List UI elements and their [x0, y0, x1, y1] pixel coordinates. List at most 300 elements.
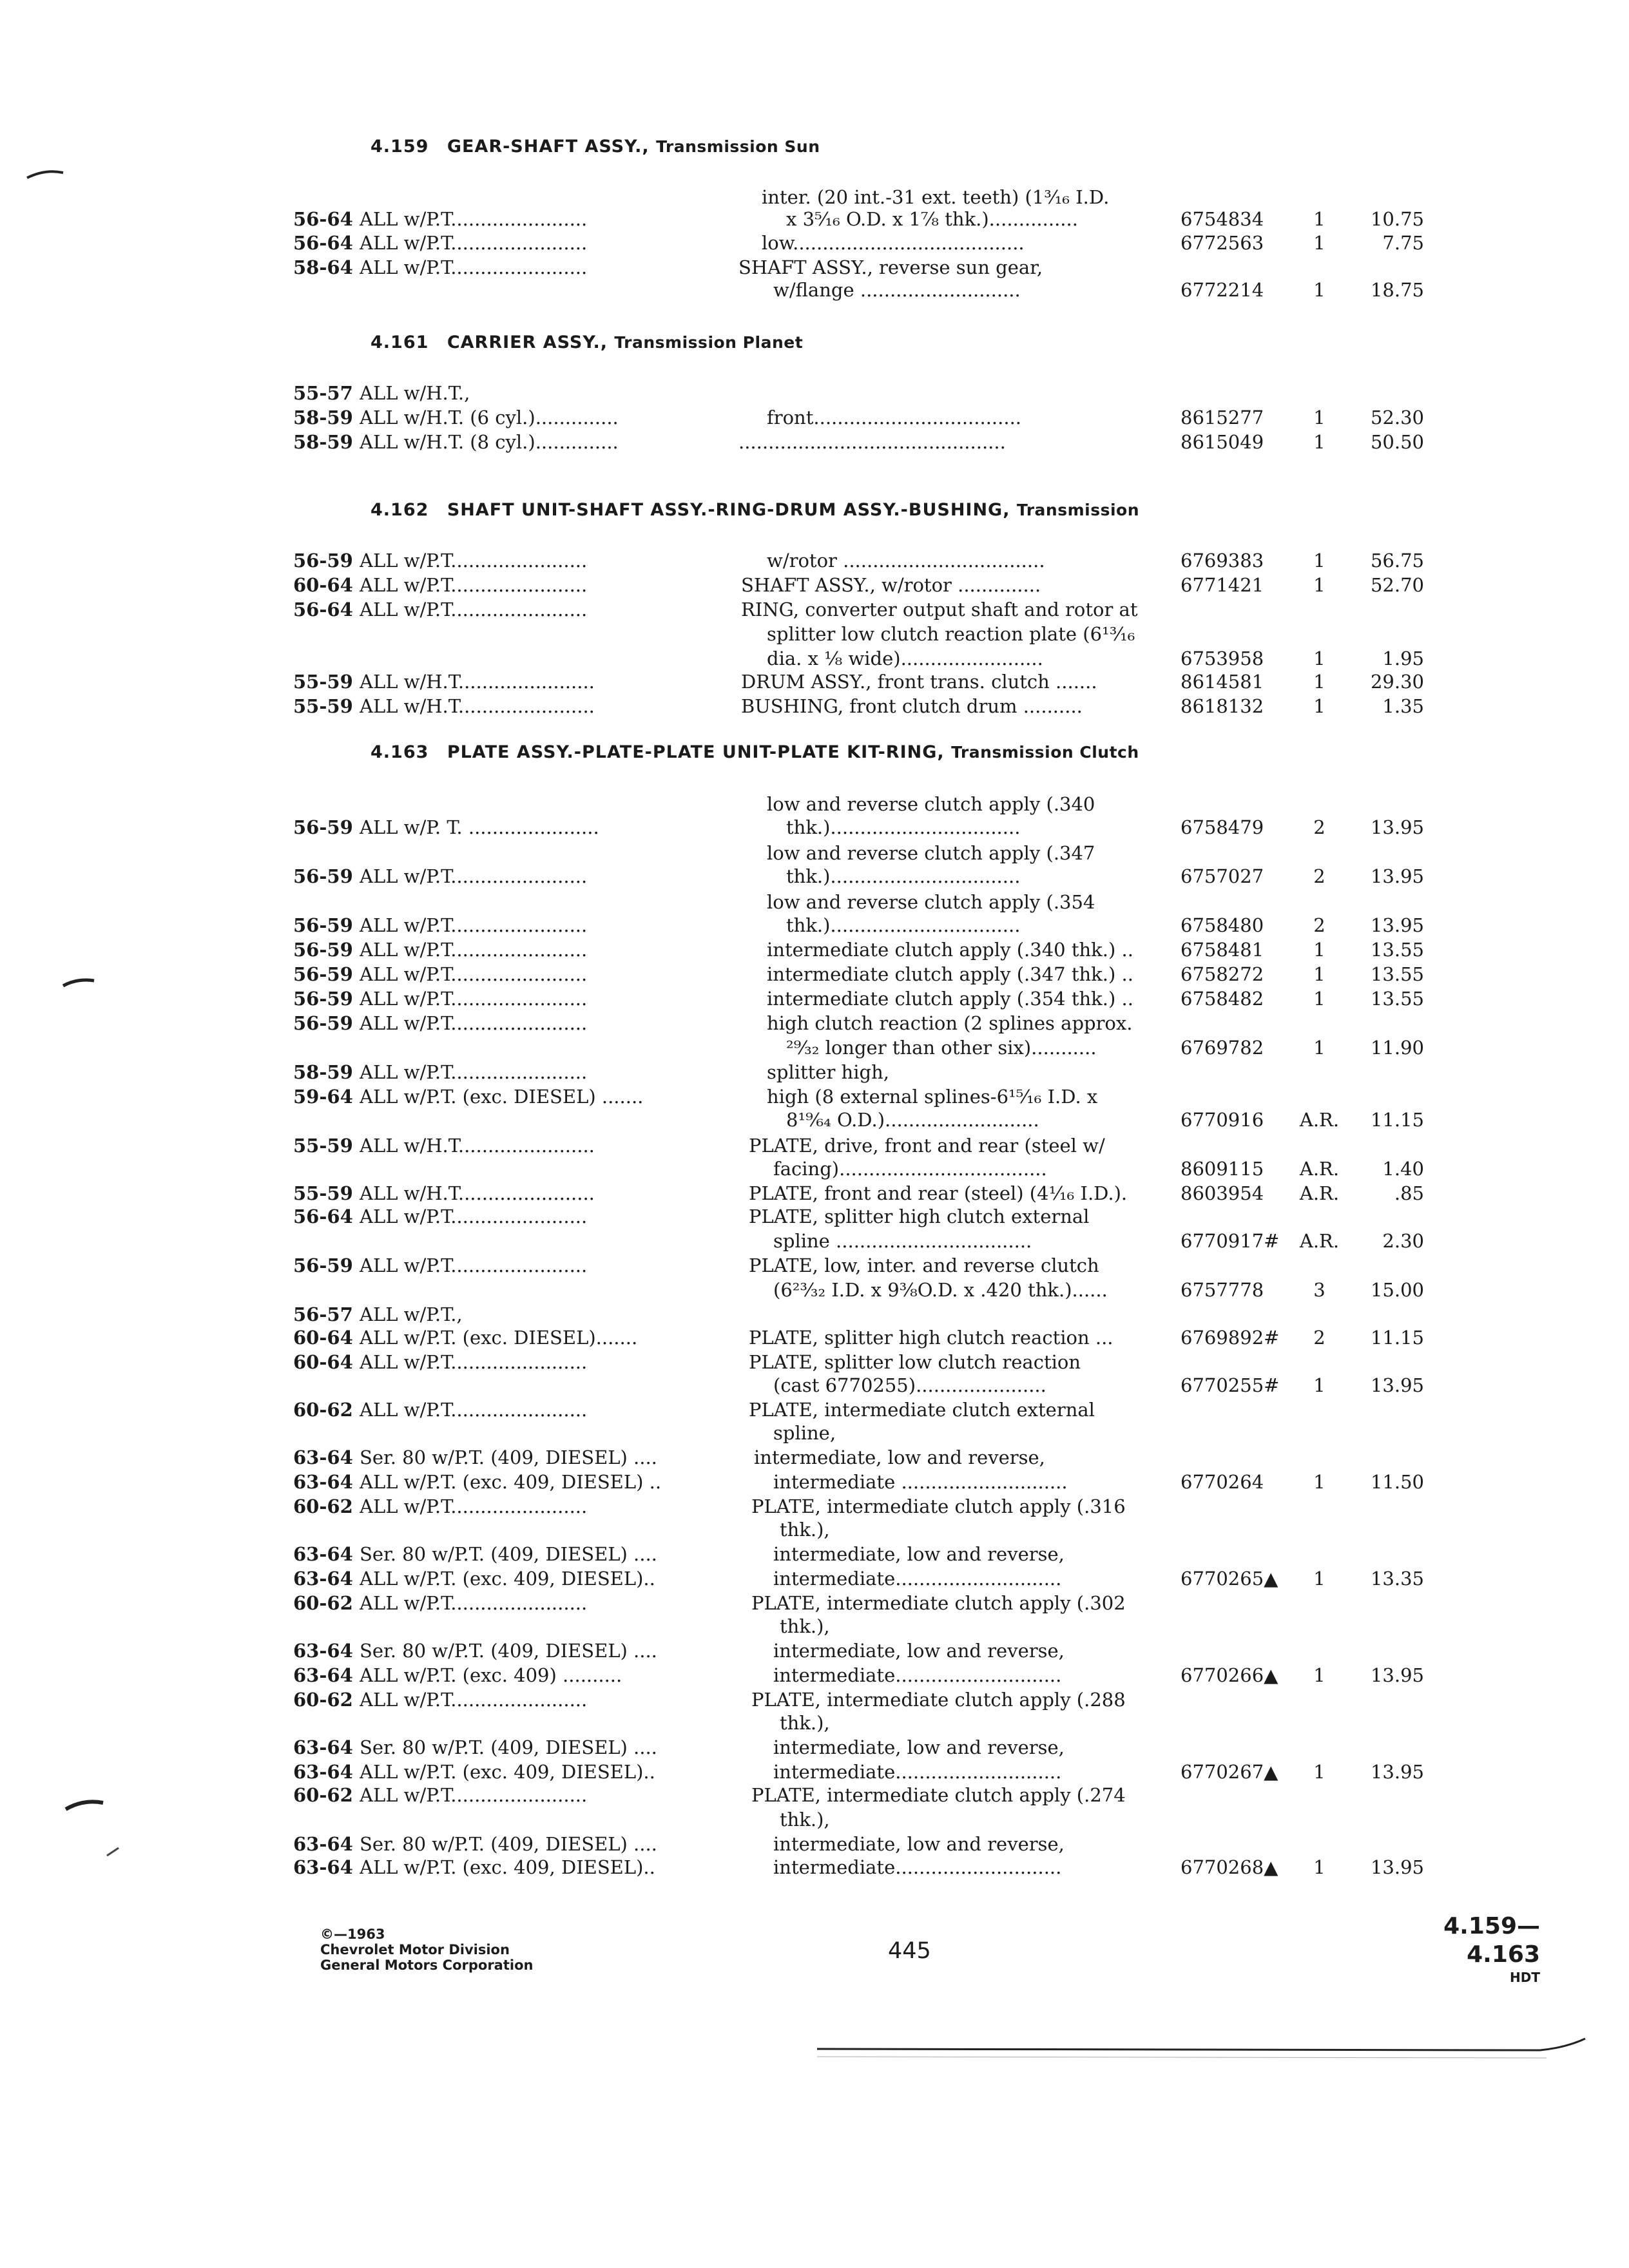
part-description: DRUM ASSY., front trans. clutch ....... [741, 671, 1097, 693]
parts-row [0, 278, 1629, 302]
model-applicability: ALL w/P.T....................... [360, 208, 588, 230]
part-number: 6754834 [1181, 208, 1264, 230]
parts-row [0, 1446, 1629, 1469]
part-description: high (8 external splines-6¹⁵⁄₁₆ I.D. x [767, 1086, 1098, 1108]
model-applicability: Ser. 80 w/P.T. (409, DIESEL) .... [360, 1446, 657, 1468]
quantity: 1 [1313, 431, 1325, 453]
model-applicability: ALL w/H.T....................... [360, 1135, 595, 1157]
parts-row [0, 256, 1629, 279]
model-applicability: ALL w/P.T. (exc. 409, DIESEL) .. [360, 1471, 662, 1493]
price: 1.95 [1382, 648, 1424, 669]
part-number: 6769892# [1181, 1327, 1280, 1349]
quantity: A.R. [1299, 1230, 1340, 1252]
part-description: w/flange ........................... [773, 279, 1021, 301]
parts-row [0, 381, 1629, 405]
price: 10.75 [1370, 208, 1424, 230]
part-description: splitter low clutch reaction plate (6¹³⁄₁₆ [767, 623, 1135, 645]
part-description: low....................................... [762, 232, 1025, 254]
part-description: splitter high, [767, 1061, 889, 1083]
model-applicability: ALL w/P.T....................... [360, 256, 588, 278]
year-range: 63-64 [293, 1543, 353, 1565]
parts-row [0, 1205, 1629, 1228]
year-range: 59-64 [293, 1086, 353, 1108]
quantity: 1 [1313, 1374, 1325, 1396]
year-range: 56-64 [293, 1206, 353, 1227]
model-applicability: ALL w/P.T....................... [360, 574, 588, 596]
parts-row [0, 1688, 1629, 1711]
part-description: (cast 6770255)...................... [773, 1374, 1046, 1396]
parts-row [0, 186, 1629, 209]
parts-row [0, 1639, 1629, 1662]
quantity: A.R. [1299, 1182, 1340, 1204]
quantity: 1 [1313, 695, 1325, 717]
part-description: x 3⁵⁄₁₆ O.D. x 1⁷⁄₈ thk.)............... [786, 208, 1078, 230]
part-number: 6770916 [1181, 1109, 1264, 1131]
quantity: 2 [1313, 1327, 1325, 1349]
section-number: 4.161 [371, 332, 429, 352]
year-range: 56-64 [293, 599, 353, 620]
price: 13.95 [1370, 1856, 1424, 1878]
part-number: 6758480 [1181, 914, 1264, 936]
part-number: 6758482 [1181, 988, 1264, 1010]
parts-row [0, 695, 1629, 718]
parts-row [0, 1134, 1629, 1157]
year-range: 60-64 [293, 1327, 353, 1349]
model-applicability: Ser. 80 w/P.T. (409, DIESEL) .... [360, 1640, 657, 1662]
part-description: inter. (20 int.-31 ext. teeth) (1³⁄₁₆ I.D. [762, 186, 1110, 208]
parts-row [0, 1664, 1629, 1687]
quantity: 1 [1313, 1664, 1325, 1686]
parts-row [0, 406, 1629, 429]
parts-row [0, 1036, 1629, 1059]
year-range: 55-59 [293, 1182, 353, 1204]
section-title: SHAFT UNIT-SHAFT ASSY.-RING-DRUM ASSY.-BUSHING, [447, 500, 1010, 520]
quantity: 1 [1313, 1568, 1325, 1590]
parts-row [0, 963, 1629, 986]
year-range: 63-64 [293, 1568, 353, 1590]
part-description: thk.), [780, 1519, 830, 1541]
parts-row [0, 1326, 1629, 1349]
model-applicability: ALL w/P.T....................... [360, 939, 588, 961]
part-number: 8618132 [1181, 695, 1264, 717]
model-applicability: ALL w/P.T....................... [360, 1592, 588, 1614]
part-number: 6757778 [1181, 1279, 1264, 1301]
part-description: intermediate clutch apply (.354 thk.) .. [767, 988, 1133, 1010]
section-heading [371, 500, 1139, 520]
model-applicability: ALL w/P.T....................... [360, 865, 588, 887]
model-applicability: Ser. 80 w/P.T. (409, DIESEL) .... [360, 1833, 657, 1855]
parts-row [0, 1760, 1629, 1783]
price: 1.40 [1382, 1158, 1424, 1180]
section-number: 4.162 [371, 500, 429, 520]
year-range: 55-57 [293, 382, 353, 404]
part-description: intermediate, low and reverse, [773, 1833, 1065, 1855]
year-range: 56-59 [293, 914, 353, 936]
part-number: 6770265▲ [1181, 1568, 1278, 1590]
model-applicability: ALL w/P.T. (exc. 409, DIESEL).. [360, 1568, 655, 1590]
part-description: intermediate............................ [773, 1856, 1062, 1878]
model-applicability: ALL w/P.T....................... [360, 1061, 588, 1083]
price: 13.55 [1370, 988, 1424, 1010]
part-description: intermediate clutch apply (.347 thk.) .. [767, 963, 1133, 985]
part-description: thk.)................................ [786, 914, 1021, 936]
price: .85 [1394, 1182, 1424, 1204]
part-number: 6769383 [1181, 550, 1264, 572]
part-description: PLATE, intermediate clutch apply (.274 [751, 1784, 1126, 1806]
year-range: 55-59 [293, 671, 353, 693]
part-description: PLATE, drive, front and rear (steel w/ [749, 1135, 1105, 1157]
part-description: dia. x ¹⁄₈ wide)........................ [767, 648, 1043, 669]
parts-row [0, 1711, 1629, 1735]
part-number: 6753958 [1181, 648, 1264, 669]
part-number: 6758479 [1181, 816, 1264, 838]
part-number: 6770264 [1181, 1471, 1264, 1493]
year-range: 56-59 [293, 939, 353, 961]
division-name: Chevrolet Motor Division [320, 1942, 510, 1957]
parts-row [0, 1808, 1629, 1831]
price: 52.30 [1370, 407, 1424, 428]
model-applicability: Ser. 80 w/P.T. (409, DIESEL) .... [360, 1543, 657, 1565]
parts-row [0, 1229, 1629, 1253]
quantity: 3 [1313, 1279, 1325, 1301]
section-title: CARRIER ASSY., [447, 332, 608, 352]
price: 52.70 [1370, 574, 1424, 596]
year-range: 56-59 [293, 816, 353, 838]
quantity: 1 [1313, 963, 1325, 985]
model-applicability: ALL w/H.T. (8 cyl.).............. [360, 431, 619, 453]
part-number: 8615049 [1181, 431, 1264, 453]
parts-row [0, 1182, 1629, 1205]
price: 13.95 [1370, 1761, 1424, 1783]
year-range: 56-59 [293, 1254, 353, 1276]
price: 50.50 [1370, 431, 1424, 453]
quantity: 1 [1313, 939, 1325, 961]
parts-row [0, 1374, 1629, 1397]
parts-row [0, 549, 1629, 572]
part-description: intermediate............................ [773, 1568, 1062, 1590]
price: 11.15 [1370, 1109, 1424, 1131]
part-number: 6757027 [1181, 865, 1264, 887]
parts-row [0, 1783, 1629, 1807]
parts-row [0, 1398, 1629, 1421]
quantity: 1 [1313, 1037, 1325, 1059]
part-description: PLATE, splitter low clutch reaction [749, 1351, 1081, 1373]
year-range: 58-59 [293, 1061, 353, 1083]
quantity: 1 [1313, 1471, 1325, 1493]
parts-row [0, 1254, 1629, 1277]
price: 15.00 [1370, 1279, 1424, 1301]
part-description: thk.)................................ [786, 816, 1021, 838]
parts-row [0, 1350, 1629, 1374]
year-range: 58-64 [293, 256, 353, 278]
quantity: 2 [1313, 865, 1325, 887]
quantity: 1 [1313, 407, 1325, 428]
part-description: low and reverse clutch apply (.347 [767, 842, 1095, 864]
part-description: intermediate, low and reverse, [773, 1640, 1065, 1662]
part-description: PLATE, low, inter. and reverse clutch [749, 1254, 1099, 1276]
parts-row [0, 207, 1629, 231]
parts-row [0, 1012, 1629, 1035]
year-range: 63-64 [293, 1471, 353, 1493]
year-range: 63-64 [293, 1640, 353, 1662]
year-range: 63-64 [293, 1761, 353, 1783]
price: 13.95 [1370, 1664, 1424, 1686]
model-applicability: ALL w/P.T....................... [360, 1206, 588, 1227]
parts-row [0, 1278, 1629, 1302]
quantity: 1 [1313, 671, 1325, 693]
model-applicability: ALL w/P.T. (exc. 409) .......... [360, 1664, 622, 1686]
section-number: 4.159 [371, 137, 429, 157]
parts-row [0, 1567, 1629, 1590]
part-description: intermediate............................ [773, 1664, 1062, 1686]
parts-row [0, 1518, 1629, 1541]
parts-row [0, 598, 1629, 621]
quantity: 1 [1313, 574, 1325, 596]
year-range: 60-64 [293, 1351, 353, 1373]
price: 13.95 [1370, 1374, 1424, 1396]
part-number: 6770255# [1181, 1374, 1280, 1396]
year-range: 55-59 [293, 695, 353, 717]
section-number: 4.163 [371, 742, 429, 762]
year-range: 56-57 [293, 1303, 353, 1325]
part-description: spline, [773, 1422, 836, 1444]
part-description: intermediate............................ [773, 1761, 1062, 1783]
quantity: 1 [1313, 208, 1325, 230]
part-number: 8609115 [1181, 1158, 1264, 1180]
model-applicability: ALL w/P.T., [360, 1303, 463, 1325]
quantity: 1 [1313, 232, 1325, 254]
part-description: thk.), [780, 1809, 830, 1831]
parts-row [0, 1542, 1629, 1566]
part-number: 6772563 [1181, 232, 1264, 254]
part-description: PLATE, intermediate clutch external [749, 1399, 1095, 1421]
year-range: 60-62 [293, 1399, 353, 1421]
model-applicability: ALL w/P.T....................... [360, 599, 588, 620]
price: 13.95 [1370, 816, 1424, 838]
model-applicability: Ser. 80 w/P.T. (409, DIESEL) .... [360, 1736, 657, 1758]
quantity: 1 [1313, 279, 1325, 301]
model-applicability: ALL w/P.T. (exc. 409, DIESEL).. [360, 1761, 655, 1783]
model-applicability: ALL w/P. T. ...................... [360, 816, 599, 838]
part-description: PLATE, intermediate clutch apply (.288 [751, 1689, 1126, 1711]
parts-row [0, 1832, 1629, 1856]
part-description: PLATE, splitter high clutch external [749, 1206, 1090, 1227]
quantity: 1 [1313, 1761, 1325, 1783]
model-applicability: ALL w/H.T. (6 cyl.).............. [360, 407, 619, 428]
year-range: 60-62 [293, 1495, 353, 1517]
year-range: 63-64 [293, 1833, 353, 1855]
model-applicability: ALL w/H.T....................... [360, 1182, 595, 1204]
section-subtitle: Transmission Clutch [951, 743, 1139, 762]
part-number: 6770266▲ [1181, 1664, 1278, 1686]
part-description: low and reverse clutch apply (.340 [767, 793, 1095, 815]
part-description: thk.)................................ [786, 865, 1021, 887]
price: 11.90 [1370, 1037, 1424, 1059]
part-number: 8614581 [1181, 671, 1264, 693]
parts-row [0, 1157, 1629, 1180]
part-description: facing)................................... [773, 1158, 1047, 1180]
part-description: intermediate ............................ [773, 1471, 1068, 1493]
quantity: A.R. [1299, 1109, 1340, 1131]
part-description: intermediate, low and reverse, [754, 1446, 1045, 1468]
part-description: intermediate clutch apply (.340 thk.) .. [767, 939, 1133, 961]
price: 13.95 [1370, 865, 1424, 887]
parts-row [0, 1085, 1629, 1108]
part-number: 6771421 [1181, 574, 1264, 596]
quantity: 1 [1313, 988, 1325, 1010]
price: 11.50 [1370, 1471, 1424, 1493]
parts-row [0, 1061, 1629, 1084]
part-number: 6770268▲ [1181, 1856, 1278, 1878]
part-description: intermediate, low and reverse, [773, 1543, 1065, 1565]
section-heading [371, 742, 1139, 762]
part-description: PLATE, splitter high clutch reaction ... [749, 1327, 1113, 1349]
part-number: 6770267▲ [1181, 1761, 1278, 1783]
parts-row [0, 231, 1629, 255]
parts-row [0, 1303, 1629, 1326]
part-description: high clutch reaction (2 splines approx. [767, 1012, 1133, 1034]
part-description: thk.), [780, 1712, 830, 1734]
year-range: 63-64 [293, 1446, 353, 1468]
price: 56.75 [1370, 550, 1424, 572]
parts-row [0, 1470, 1629, 1494]
part-description: spline ................................. [773, 1230, 1032, 1252]
parts-row [0, 938, 1629, 961]
part-description: ²⁹⁄₃₂ longer than other six)........... [786, 1037, 1097, 1059]
quantity: A.R. [1299, 1158, 1340, 1180]
parts-row [0, 865, 1629, 888]
price: 7.75 [1382, 232, 1424, 254]
model-applicability: ALL w/P.T....................... [360, 1495, 588, 1517]
model-applicability: ALL w/P.T....................... [360, 1351, 588, 1373]
model-applicability: ALL w/P.T....................... [360, 232, 588, 254]
parts-row [0, 890, 1629, 914]
price: 13.55 [1370, 939, 1424, 961]
parts-row [0, 914, 1629, 937]
copyright: ©—1963 [320, 1927, 385, 1942]
year-range: 60-62 [293, 1784, 353, 1806]
part-number: 6758272 [1181, 963, 1264, 985]
parts-row [0, 841, 1629, 865]
price: 29.30 [1370, 671, 1424, 693]
model-applicability: ALL w/P.T. (exc. DIESEL) ....... [360, 1086, 644, 1108]
quantity: 1 [1313, 648, 1325, 669]
parts-row [0, 1736, 1629, 1759]
section-heading [371, 332, 803, 352]
publisher-block [320, 1927, 533, 1973]
year-range: 60-64 [293, 574, 353, 596]
corporation-name: General Motors Corporation [320, 1957, 534, 1973]
model-applicability: ALL w/P.T....................... [360, 988, 588, 1010]
part-number: 6772214 [1181, 279, 1264, 301]
year-range: 56-59 [293, 963, 353, 985]
quantity: 1 [1313, 550, 1325, 572]
part-description: (6²³⁄₃₂ I.D. x 9³⁄₈O.D. x .420 thk.)...... [773, 1279, 1108, 1301]
part-description: PLATE, front and rear (steel) (4¹⁄₁₆ I.D.). [749, 1182, 1128, 1204]
part-number: 6770917# [1181, 1230, 1280, 1252]
model-applicability: ALL w/H.T....................... [360, 671, 595, 693]
part-description: low and reverse clutch apply (.354 [767, 891, 1095, 913]
model-applicability: ALL w/P.T....................... [360, 1399, 588, 1421]
part-description: SHAFT ASSY., w/rotor .............. [741, 574, 1041, 596]
year-range: 63-64 [293, 1736, 353, 1758]
section-subtitle: Transmission Planet [614, 333, 804, 352]
section-range: 4.159—4.163 [1443, 1913, 1540, 1968]
catalog-code: HDT [1510, 1970, 1540, 1985]
model-applicability: ALL w/P.T....................... [360, 1784, 588, 1806]
year-range: 60-62 [293, 1689, 353, 1711]
price: 2.30 [1382, 1230, 1424, 1252]
section-title: PLATE ASSY.-PLATE-PLATE UNIT-PLATE KIT-RING, [447, 742, 945, 762]
model-applicability: ALL w/P.T....................... [360, 914, 588, 936]
section-heading [371, 137, 820, 157]
model-applicability: ALL w/P.T....................... [360, 1689, 588, 1711]
part-description: SHAFT ASSY., reverse sun gear, [738, 256, 1043, 278]
quantity: 1 [1313, 1856, 1325, 1878]
year-range: 58-59 [293, 431, 353, 453]
parts-row [0, 1108, 1629, 1131]
parts-row [0, 1421, 1629, 1445]
part-number: 6769782 [1181, 1037, 1264, 1059]
section-range-block [1398, 1912, 1540, 1986]
quantity: 2 [1313, 914, 1325, 936]
price: 18.75 [1370, 279, 1424, 301]
year-range: 58-59 [293, 407, 353, 428]
year-range: 56-59 [293, 988, 353, 1010]
part-description: intermediate, low and reverse, [773, 1736, 1065, 1758]
section-subtitle: Transmission Sun [656, 137, 820, 156]
parts-row [0, 987, 1629, 1010]
year-range: 63-64 [293, 1664, 353, 1686]
year-range: 56-64 [293, 208, 353, 230]
year-range: 60-62 [293, 1592, 353, 1614]
parts-row [0, 622, 1629, 646]
part-description: front................................... [767, 407, 1022, 428]
part-description: BUSHING, front clutch drum .......... [741, 695, 1083, 717]
model-applicability: ALL w/P.T....................... [360, 1012, 588, 1034]
parts-row [0, 647, 1629, 670]
model-applicability: ALL w/P.T....................... [360, 1254, 588, 1276]
part-description: ............................................. [738, 431, 1006, 453]
parts-row [0, 793, 1629, 816]
model-applicability: ALL w/H.T., [360, 382, 470, 404]
model-applicability: ALL w/P.T....................... [360, 963, 588, 985]
part-number: 8603954 [1181, 1182, 1264, 1204]
parts-row [0, 430, 1629, 454]
parts-row [0, 573, 1629, 597]
section-subtitle: Transmission [1016, 501, 1139, 519]
part-description: w/rotor .................................. [767, 550, 1045, 572]
year-range: 56-59 [293, 1012, 353, 1034]
price: 13.55 [1370, 963, 1424, 985]
parts-row [0, 816, 1629, 839]
model-applicability: ALL w/P.T. (exc. DIESEL)....... [360, 1327, 638, 1349]
year-range: 63-64 [293, 1856, 353, 1878]
parts-row [0, 1495, 1629, 1518]
year-range: 56-59 [293, 865, 353, 887]
model-applicability: ALL w/P.T....................... [360, 550, 588, 572]
price: 1.35 [1382, 695, 1424, 717]
parts-row [0, 670, 1629, 693]
year-range: 56-64 [293, 232, 353, 254]
part-number: 6758481 [1181, 939, 1264, 961]
quantity: 2 [1313, 816, 1325, 838]
section-title: GEAR-SHAFT ASSY., [447, 137, 650, 157]
part-description: PLATE, intermediate clutch apply (.302 [751, 1592, 1126, 1614]
page-number: 445 [888, 1938, 931, 1964]
year-range: 56-59 [293, 550, 353, 572]
parts-row [0, 1856, 1629, 1879]
